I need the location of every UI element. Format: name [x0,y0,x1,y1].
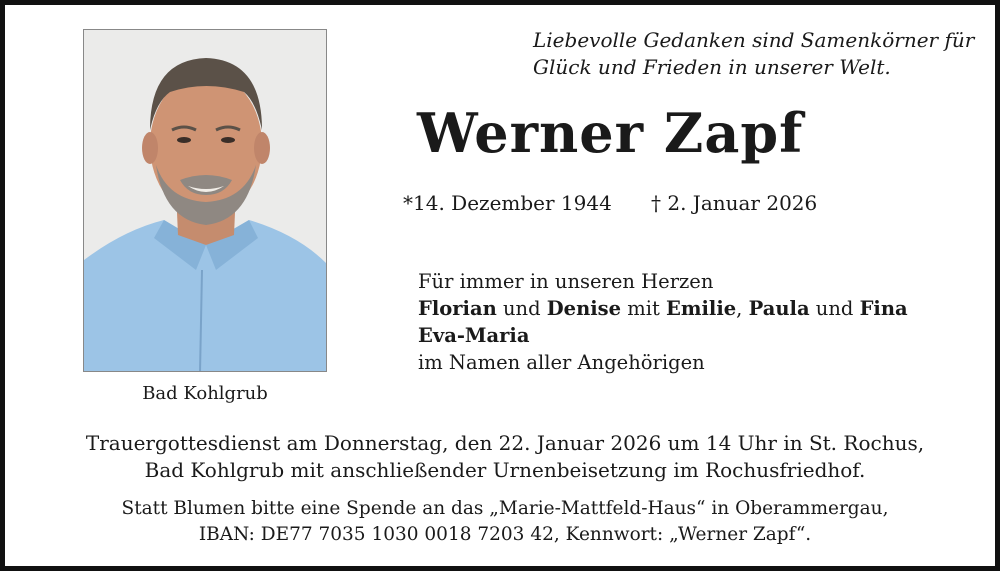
mourners-eva-maria-line [418,322,978,349]
mourner-name: Fina [859,297,908,320]
mourner-name: Florian [418,297,497,320]
donation-line-2: IBAN: DE77 7035 1030 0018 7203 42, Kennwort: „Werner Zapf“. [198,524,812,545]
memorial-quote [533,27,973,81]
death-date: † 2. Januar 2026 [651,191,818,215]
service-line-1: Trauergottesdienst am Donnerstag, den 22. Januar 2026 um 14 Uhr in St. Rochus, [85,431,925,455]
mourners-block [418,268,978,376]
donation-line-1: Statt Blumen bitte eine Spende an das „Marie-Mattfeld-Haus“ in Oberammergau, [121,498,889,519]
funeral-service-notice [5,430,1000,484]
connector-text: und [809,297,860,320]
mourner-name: Emilie [666,297,737,320]
mourners-closing: im Namen aller Angehörigen [418,351,705,374]
quote-line-1: Liebevolle Gedanken sind Samenkörner für [533,28,975,52]
birth-date: *14. Dezember 1944 [403,191,612,215]
mourners-intro: Für immer in unseren Herzen [418,270,714,293]
connector-text: und [496,297,547,320]
mourner-name: Denise [546,297,622,320]
deceased-name: Werner Zapf [417,101,804,165]
photo-caption: Bad Kohlgrub [142,383,268,404]
connector-text: , [736,297,749,320]
donation-notice [5,496,1000,548]
portrait-photo [83,29,327,372]
mourner-name: Eva-Maria [418,324,530,347]
mourner-name: Paula [748,297,810,320]
quote-line-2: Glück und Frieden in unserer Welt. [533,55,891,79]
connector-text: mit [621,297,667,320]
service-line-2: Bad Kohlgrub mit anschließender Urnenbeisetzung im Rochusfriedhof. [144,458,866,482]
mourners-family-line [418,295,978,322]
